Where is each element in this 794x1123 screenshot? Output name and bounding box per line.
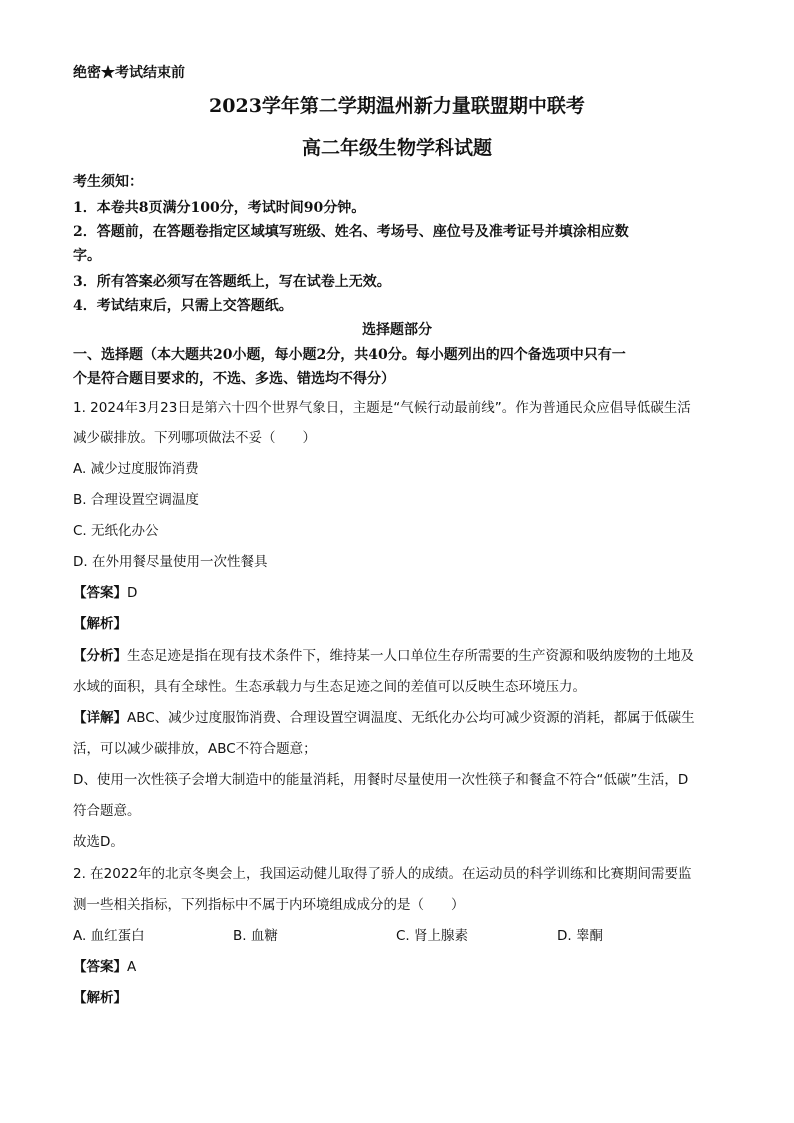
q1-xiangjie-line4: 符合题意。 (73, 803, 141, 819)
q1-analysis-tag: 【解析】 (73, 616, 127, 632)
q1-option-a: A. 减少过度服饰消费 (73, 461, 199, 477)
q1-fenxi-line2: 水域的面积，具有全球性。生态承载力与生态足迹之间的差值可以反映生态环境压力。 (73, 679, 586, 695)
q1-stem-line1: 1. 2024年3月23日是第六十四个世界气象日，主题是“气候行动最前线”。作为普通民众应倡导低碳生活 (73, 400, 691, 416)
q1-xiangjie-line1 (73, 708, 695, 728)
q1-option-c: C. 无纸化办公 (73, 523, 159, 539)
q1-fenxi-line1 (73, 646, 694, 666)
q2-analysis-tag: 【解析】 (73, 990, 127, 1006)
q2-stem-line1: 2. 在2022年的北京冬奥会上，我国运动健儿取得了骄人的成绩。在运动员的科学训练和比赛期间需要监 (73, 866, 692, 882)
confidential-mark: 绝密★考试结束前 (73, 65, 185, 81)
answer-value: A (127, 959, 137, 975)
q1-answer (73, 583, 137, 603)
answer-tag: 【答案】 (73, 585, 127, 601)
q1-xiangjie-line3: D、使用一次性筷子会增大制造中的能量消耗，用餐时尽量使用一次性筷子和餐盒不符合“低碳”生活，D (73, 772, 689, 788)
section-intro-line1: 一、选择题（本大题共20小题，每小题2分，共40分。每小题列出的四个备选项中只有一 (73, 347, 626, 363)
q1-option-b: B. 合理设置空调温度 (73, 492, 199, 508)
answer-tag: 【答案】 (73, 959, 127, 975)
notice-item-2-line2: 字。 (73, 248, 101, 264)
q2-answer (73, 957, 136, 977)
notice-item-3: 3．所有答案必须写在答题纸上，写在试卷上无效。 (73, 274, 391, 290)
fenxi-tag: 【分析】 (73, 648, 127, 664)
q2-option-a: A. 血红蛋白 (73, 928, 145, 944)
q2-option-d: D. 睾酮 (557, 928, 603, 944)
notice-item-2-line1: 2．答题前，在答题卷指定区域填写班级、姓名、考场号、座位号及准考证号并填涂相应数 (73, 224, 629, 240)
answer-value: D (127, 585, 138, 601)
notice-item-4: 4．考试结束后，只需上交答题纸。 (73, 298, 293, 314)
q2-stem-line2: 测一些相关指标，下列指标中不属于内环境组成成分的是（ ） (73, 897, 465, 913)
fenxi-text: 生态足迹是指在现有技术条件下，维持某一人口单位生存所需要的生产资源和吸纳废物的土地及 (127, 648, 694, 664)
notice-heading: 考生须知： (73, 174, 143, 190)
q1-conclusion: 故选D。 (73, 834, 124, 850)
section-title: 选择题部分 (362, 322, 432, 338)
q2-option-c: C. 肾上腺素 (396, 928, 469, 944)
q1-option-d: D. 在外用餐尽量使用一次性餐具 (73, 554, 268, 570)
exam-subtitle: 高二年级生物学科试题 (301, 137, 492, 159)
xiangjie-tag: 【详解】 (73, 710, 127, 726)
q2-option-b: B. 血糖 (233, 928, 278, 944)
exam-title: 2023学年第二学期温州新力量联盟期中联考 (209, 95, 585, 117)
section-intro-line2: 个是符合题目要求的，不选、多选、错选均不得分） (73, 371, 395, 387)
q1-stem-line2: 减少碳排放。下列哪项做法不妥（ ） (73, 430, 316, 446)
q1-xiangjie-line2: 活，可以减少碳排放，ABC不符合题意； (73, 741, 317, 757)
notice-item-1: 1．本卷共8页满分100分，考试时间90分钟。 (73, 200, 366, 216)
xiangjie-text: ABC、减少过度服饰消费、合理设置空调温度、无纸化办公均可减少资源的消耗，都属于低碳生 (127, 710, 695, 726)
